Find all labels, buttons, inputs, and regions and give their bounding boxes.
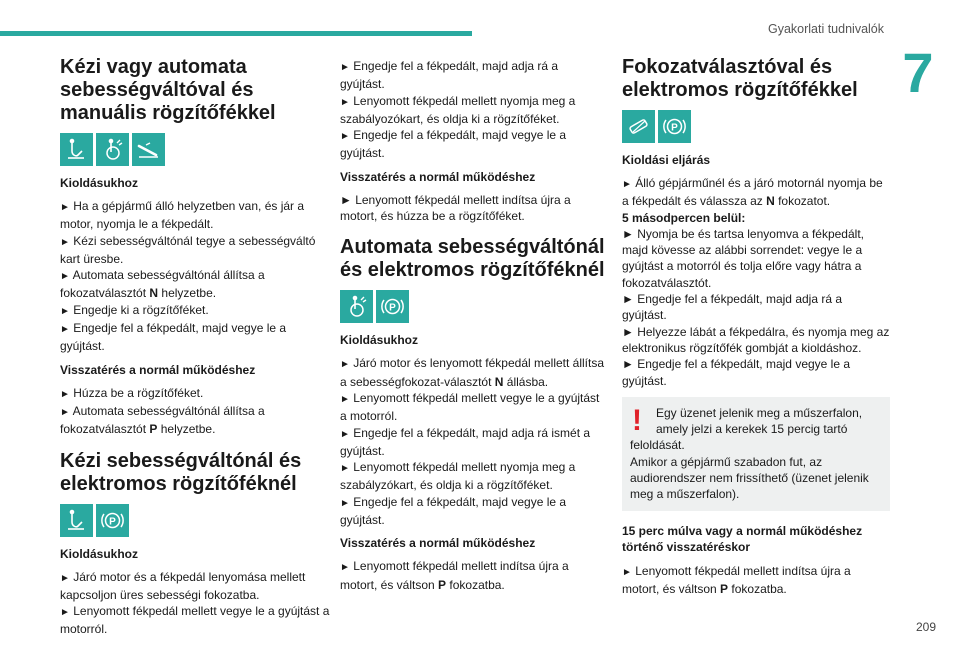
release-procedure-heading: Kioldási eljárás (622, 153, 711, 167)
page-header-title: Gyakorlati tudnivalók (767, 22, 884, 36)
release-instructions-step-1: ► Álló gépjárműnél és a járó motornál nyomja be a fékpedált és válassza az N fokozatot. (622, 176, 883, 209)
after-15-minutes-heading: 15 perc múlva vagy a normál működéshez történő visszatéréskor (622, 523, 863, 554)
release-instructions: ► Járó motor és a fékpedál lenyomása mellett kapcsoljon üres sebességi fokozatba. ► Lenyomott fékpedál mellett vegye le a gyújtást a motorról. (60, 569, 330, 637)
manual-gearbox-icon (60, 504, 93, 537)
svg-text:P: P (109, 515, 116, 527)
within-5-seconds-label: 5 másodpercen belül: (622, 210, 746, 225)
normal-operation-heading: Visszatérés a normál működéshez (340, 169, 536, 184)
continued-instructions: ► Engedje fel a fékpedált, majd adja rá a gyújtást. ► Lenyomott fékpedál mellett nyomja meg a szabályozókart, és oldja ki a rögzítőféket. ► Engedje fel a fékpedált, majd vegye le a gyújtást. (340, 59, 576, 161)
svg-text:P: P (389, 302, 396, 314)
normal-operation-instructions: ► Lenyomott fékpedál mellett indítsa újra a motort, és húzza be a rögzítőféket. (340, 192, 571, 224)
automatic-gearbox-icon (340, 290, 373, 323)
warning-box (622, 397, 890, 511)
normal-operation-heading: Visszatérés a normál működéshez (340, 536, 536, 551)
icon-row (622, 110, 890, 143)
section-title-selector-electric: Fokozatválasztóval és elektromos rögzítőfékkel (622, 56, 858, 101)
manual-gearbox-icon (60, 133, 93, 166)
svg-text:P: P (671, 122, 678, 134)
warning-text-2: feloldását. Amikor a gépjármű szabadon fut, az audiorendszer nem frissíthető (üzenet jelenik meg a műszerfalon). (630, 438, 869, 502)
chapter-number: 7 (902, 41, 934, 104)
section-title-manual-electric: Kézi sebességváltónál és elektromos rögzítőféknél (60, 449, 302, 495)
release-instructions: ► Járó motor és lenyomott fékpedál mellett állítsa a sebességfokozat-választót N állásba. ► Lenyomott fékpedál mellett vegye le a gyújtást a motorról. ► Engedje fel a fékpedált, majd adja rá ismét a gyújtást. ► Lenyomott fékpedál mellett nyomja meg a szabályzókart, és oldja ki a rögzítőféket. ► Engedje fel a fékpedált, majd vegye le a gyújtást. (340, 356, 605, 528)
normal-operation-instructions: ► Húzza be a rögzítőféket. ► Automata sebességváltónál állítsa a fokozatválasztót P helyzetbe. (60, 385, 265, 437)
page-number: 209 (915, 620, 936, 634)
column-2 (340, 46, 605, 601)
column-1 (60, 46, 330, 646)
section-title-manual-handbrake: Kézi vagy automata sebességváltóval és manuális rögzítőfékkel (60, 56, 276, 124)
release-instructions: ► Ha a gépjármű álló helyzetben van, és jár a motor, nyomja le a fékpedált. ► Kézi sebességváltónál tegye a sebességváltó kart üresbe. ► Automata sebességváltónál állítsa a fokozatválasztót N helyzetbe. ► Engedje ki a rögzítőféket. ► Engedje fel a fékpedált, majd vegye le a gyújtást. (60, 199, 316, 354)
electric-parking-brake-icon (96, 504, 129, 537)
release-heading: Kioldásukhoz (60, 546, 139, 561)
after-15-minutes-instructions: ► Lenyomott fékpedál mellett indítsa újra a motort, és váltson P fokozatba. (622, 563, 851, 596)
electric-parking-brake-icon (658, 110, 691, 143)
electric-parking-brake-icon (376, 290, 409, 323)
icon-row (60, 504, 330, 537)
automatic-gearbox-icon (96, 133, 129, 166)
normal-operation-instructions: ► Lenyomott fékpedál mellett indítsa újra a motort, és váltson P fokozatba. (340, 559, 569, 592)
gear-selector-icon (622, 110, 655, 143)
warning-text-1: Egy üzenet jelenik meg a műszerfalon, amely jelzi a kerekek 15 percig tartó (656, 405, 863, 437)
header-accent-bar (0, 31, 472, 36)
release-instructions-step-2: ► Nyomja be és tartsa lenyomva a fékpedált, majd kövesse az alábbi sorrendet: vegye le a gyújtást a motorról és tolja előre vagy hátra a fokozatválasztót. ► Engedje fel a fékpedált, majd adja rá a gyújtást. ► Helyezze lábát a fékpedálra, és nyomja meg az elektronikus rögzítőfék gombját a kioldáshoz. ► Engedje fel a fékpedált, majd vegye le a gyújtást. (622, 226, 890, 388)
icon-row (340, 290, 605, 323)
warning-icon: ! (632, 403, 642, 437)
release-heading: Kioldásukhoz (60, 176, 139, 190)
handbrake-lever-icon (132, 133, 165, 166)
column-3 (622, 46, 890, 605)
release-heading: Kioldásukhoz (340, 333, 419, 348)
normal-operation-heading: Visszatérés a normál működéshez (60, 362, 256, 377)
icon-row (60, 133, 330, 166)
section-title-automatic-electric: Automata sebességváltónál és elektromos rögzítőféknél (340, 236, 605, 282)
